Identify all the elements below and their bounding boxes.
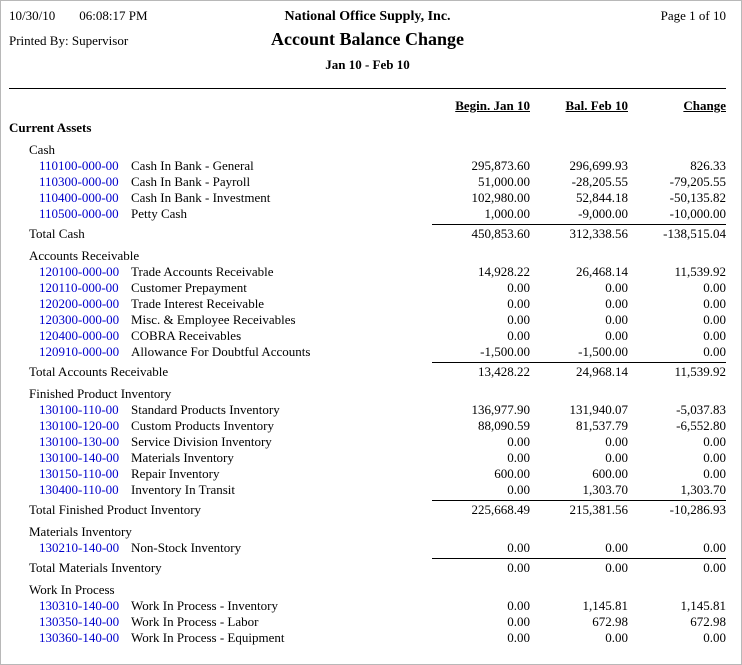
begin-balance-value: 600.00: [494, 466, 530, 481]
section-total-row: [9, 558, 726, 576]
account-row: [9, 264, 726, 280]
change-value: 0.00: [703, 328, 726, 343]
account-description: Trade Accounts Receivable: [131, 264, 274, 279]
change-value: 1,145.81: [680, 598, 726, 613]
change-value: -10,000.00: [669, 206, 726, 221]
account-description: Inventory In Transit: [131, 482, 235, 497]
begin-balance-value: 0.00: [507, 482, 530, 497]
total-label: Total Finished Product Inventory: [29, 502, 202, 517]
begin-balance-value: 102,980.00: [471, 190, 530, 205]
change-value: -5,037.83: [676, 402, 726, 417]
report-body: [9, 142, 726, 646]
account-description: Work In Process - Equipment: [131, 630, 285, 645]
change-value: 11,539.92: [674, 264, 726, 279]
total-label: Total Cash: [29, 226, 85, 241]
change-value: 0.00: [703, 312, 726, 327]
ending-balance-value: 81,537.79: [576, 418, 628, 433]
account-description: Allowance For Doubtful Accounts: [131, 344, 311, 359]
account-row: [9, 630, 726, 646]
account-description: Work In Process - Inventory: [131, 598, 278, 613]
ending-balance-value: 296,699.93: [569, 158, 628, 173]
group-title: Current Assets: [9, 120, 92, 135]
account-row: [9, 328, 726, 344]
header-divider: [9, 88, 726, 89]
ending-balance-value: 52,844.18: [576, 190, 628, 205]
account-row: [9, 280, 726, 296]
account-row: [9, 312, 726, 328]
account-number-link[interactable]: 130310-140-00: [39, 598, 120, 613]
change-value: 0.00: [703, 296, 726, 311]
account-number-link[interactable]: 110400-000-00: [39, 190, 119, 205]
report-title: Account Balance Change: [271, 29, 464, 49]
account-row: [9, 482, 726, 498]
ending-balance-value: -28,205.55: [571, 174, 628, 189]
begin-balance-value: 0.00: [507, 296, 530, 311]
total-label: Total Materials Inventory: [29, 560, 162, 575]
total-label: Total Accounts Receivable: [29, 364, 169, 379]
ending-balance-value: 131,940.07: [569, 402, 628, 417]
ending-balance-value: -1,500.00: [578, 344, 628, 359]
ending-balance-value: 0.00: [605, 630, 628, 645]
ending-balance-value: 0.00: [605, 450, 628, 465]
account-number-link[interactable]: 130100-120-00: [39, 418, 120, 433]
company-name: National Office Supply, Inc.: [284, 9, 451, 24]
account-number-link[interactable]: 120300-000-00: [39, 312, 120, 327]
account-section: [9, 142, 726, 242]
section-total-row: [9, 224, 726, 242]
account-number-link[interactable]: 120100-000-00: [39, 264, 120, 279]
ending-balance-value: 26,468.14: [576, 264, 628, 279]
section-rows: [9, 540, 726, 556]
begin-balance-value: 0.00: [507, 312, 530, 327]
begin-balance-value: 0.00: [507, 434, 530, 449]
begin-balance-value: 0.00: [507, 630, 530, 645]
account-number-link[interactable]: 130350-140-00: [39, 614, 120, 629]
account-description: COBRA Receivables: [131, 328, 242, 343]
account-number-link[interactable]: 130100-140-00: [39, 450, 120, 465]
account-row: [9, 344, 726, 360]
total-begin-value: 13,428.22: [478, 364, 530, 379]
account-section: [9, 386, 726, 518]
account-section: [9, 248, 726, 380]
ending-balance-value: 600.00: [592, 466, 628, 481]
account-number-link[interactable]: 110300-000-00: [39, 174, 119, 189]
ending-balance-value: 1,145.81: [582, 598, 628, 613]
begin-balance-value: 0.00: [507, 598, 530, 613]
begin-balance-value: 0.00: [507, 280, 530, 295]
ending-balance-value: 1,303.70: [582, 482, 628, 497]
account-description: Repair Inventory: [131, 466, 220, 481]
account-description: Materials Inventory: [131, 450, 234, 465]
ending-balance-value: -9,000.00: [578, 206, 628, 221]
ending-balance-value: 672.98: [592, 614, 628, 629]
change-value: 0.00: [703, 466, 726, 481]
change-value: 0.00: [703, 540, 726, 555]
account-number-link[interactable]: 120400-000-00: [39, 328, 120, 343]
header-line-2: [9, 28, 726, 50]
section-rows: [9, 598, 726, 646]
change-value: 1,303.70: [680, 482, 726, 497]
begin-balance-value: 51,000.00: [478, 174, 530, 189]
account-description: Custom Products Inventory: [131, 418, 274, 433]
section-title: Cash: [29, 142, 55, 157]
change-value: 0.00: [703, 280, 726, 295]
account-number-link[interactable]: 110500-000-00: [39, 206, 119, 221]
section-title: Accounts Receivable: [29, 248, 140, 263]
account-number-link[interactable]: 130360-140-00: [39, 630, 120, 645]
account-number-link[interactable]: 130150-110-00: [39, 466, 119, 481]
account-number-link[interactable]: 120200-000-00: [39, 296, 120, 311]
account-row: [9, 206, 726, 222]
account-row: [9, 434, 726, 450]
total-ending-value: 24,968.14: [576, 364, 628, 379]
ending-balance-value: 0.00: [605, 296, 628, 311]
change-value: 826.33: [690, 158, 726, 173]
total-begin-value: 225,668.49: [471, 502, 530, 517]
account-row: [9, 598, 726, 614]
account-row: [9, 174, 726, 190]
total-ending-value: 0.00: [605, 560, 628, 575]
account-row: [9, 190, 726, 206]
total-change-value: 0.00: [703, 560, 726, 575]
begin-balance-value: 1,000.00: [484, 206, 530, 221]
change-value: 0.00: [703, 344, 726, 359]
section-rows: [9, 402, 726, 498]
section-rows: [9, 158, 726, 222]
change-value: 0.00: [703, 434, 726, 449]
begin-balance-value: 0.00: [507, 328, 530, 343]
account-description: Cash In Bank - General: [131, 158, 254, 173]
total-ending-value: 215,381.56: [569, 502, 628, 517]
account-description: Work In Process - Labor: [131, 614, 259, 629]
total-values: [432, 500, 726, 518]
total-begin-value: 450,853.60: [471, 226, 530, 241]
account-section: [9, 582, 726, 646]
total-ending-value: 312,338.56: [569, 226, 628, 241]
total-begin-value: 0.00: [507, 560, 530, 575]
account-description: Service Division Inventory: [131, 434, 272, 449]
begin-balance-value: 88,090.59: [478, 418, 530, 433]
report-time: 06:08:17 PM: [79, 8, 148, 23]
change-value: 0.00: [703, 450, 726, 465]
change-value: -50,135.82: [669, 190, 726, 205]
section-total-row: [9, 500, 726, 518]
section-title: Materials Inventory: [29, 524, 132, 539]
report-date: 10/30/10: [9, 8, 56, 23]
total-change-value: 11,539.92: [674, 364, 726, 379]
account-row: [9, 614, 726, 630]
section-rows: [9, 264, 726, 360]
change-value: 0.00: [703, 630, 726, 645]
account-description: Petty Cash: [131, 206, 187, 221]
page-indicator: Page 1 of 10: [660, 8, 726, 23]
total-change-value: -138,515.04: [663, 226, 726, 241]
total-change-value: -10,286.93: [669, 502, 726, 517]
begin-balance-value: 14,928.22: [478, 264, 530, 279]
account-number-link[interactable]: 130210-140-00: [39, 540, 120, 555]
report-header: [9, 7, 726, 72]
account-number-link[interactable]: 120910-000-00: [39, 344, 120, 359]
account-number-link[interactable]: 130400-110-00: [39, 482, 119, 497]
account-number-link[interactable]: 120110-000-00: [39, 280, 119, 295]
header-datetime: [9, 7, 284, 24]
begin-balance-value: 136,977.90: [471, 402, 530, 417]
section-title: Finished Product Inventory: [29, 386, 172, 401]
printed-by: Printed By: Supervisor: [9, 33, 129, 48]
begin-balance-value: 295,873.60: [471, 158, 530, 173]
total-values: [432, 558, 726, 576]
begin-balance-value: 0.00: [507, 540, 530, 555]
account-description: Cash In Bank - Investment: [131, 190, 271, 205]
begin-balance-value: 0.00: [507, 450, 530, 465]
change-value: 672.98: [690, 614, 726, 629]
total-values: [432, 362, 726, 380]
account-number-link[interactable]: 130100-130-00: [39, 434, 120, 449]
account-row: [9, 450, 726, 466]
account-description: Standard Products Inventory: [131, 402, 280, 417]
account-description: Misc. & Employee Receivables: [131, 312, 296, 327]
ending-balance-value: 0.00: [605, 434, 628, 449]
column-header-balance: Bal. Feb 10: [565, 98, 628, 113]
change-value: -6,552.80: [676, 418, 726, 433]
account-description: Non-Stock Inventory: [131, 540, 242, 555]
section-title: Work In Process: [29, 582, 115, 597]
account-row: [9, 466, 726, 482]
column-header-begin: Begin. Jan 10: [455, 98, 530, 113]
account-row: [9, 540, 726, 556]
ending-balance-value: 0.00: [605, 312, 628, 327]
begin-balance-value: -1,500.00: [480, 344, 530, 359]
total-values: [432, 224, 726, 242]
column-header-change: Change: [683, 98, 726, 113]
account-description: Customer Prepayment: [131, 280, 247, 295]
account-row: [9, 158, 726, 174]
header-line-1: [9, 7, 726, 25]
account-section: [9, 524, 726, 576]
account-number-link[interactable]: 110100-000-00: [39, 158, 119, 173]
column-header-row: [9, 98, 726, 114]
ending-balance-value: 0.00: [605, 280, 628, 295]
account-number-link[interactable]: 130100-110-00: [39, 402, 119, 417]
ending-balance-value: 0.00: [605, 328, 628, 343]
section-total-row: [9, 362, 726, 380]
account-row: [9, 402, 726, 418]
account-row: [9, 296, 726, 312]
begin-balance-value: 0.00: [507, 614, 530, 629]
ending-balance-value: 0.00: [605, 540, 628, 555]
change-value: -79,205.55: [669, 174, 726, 189]
account-row: [9, 418, 726, 434]
account-description: Trade Interest Receivable: [131, 296, 265, 311]
report-period: Jan 10 - Feb 10: [325, 57, 410, 72]
account-description: Cash In Bank - Payroll: [131, 174, 251, 189]
